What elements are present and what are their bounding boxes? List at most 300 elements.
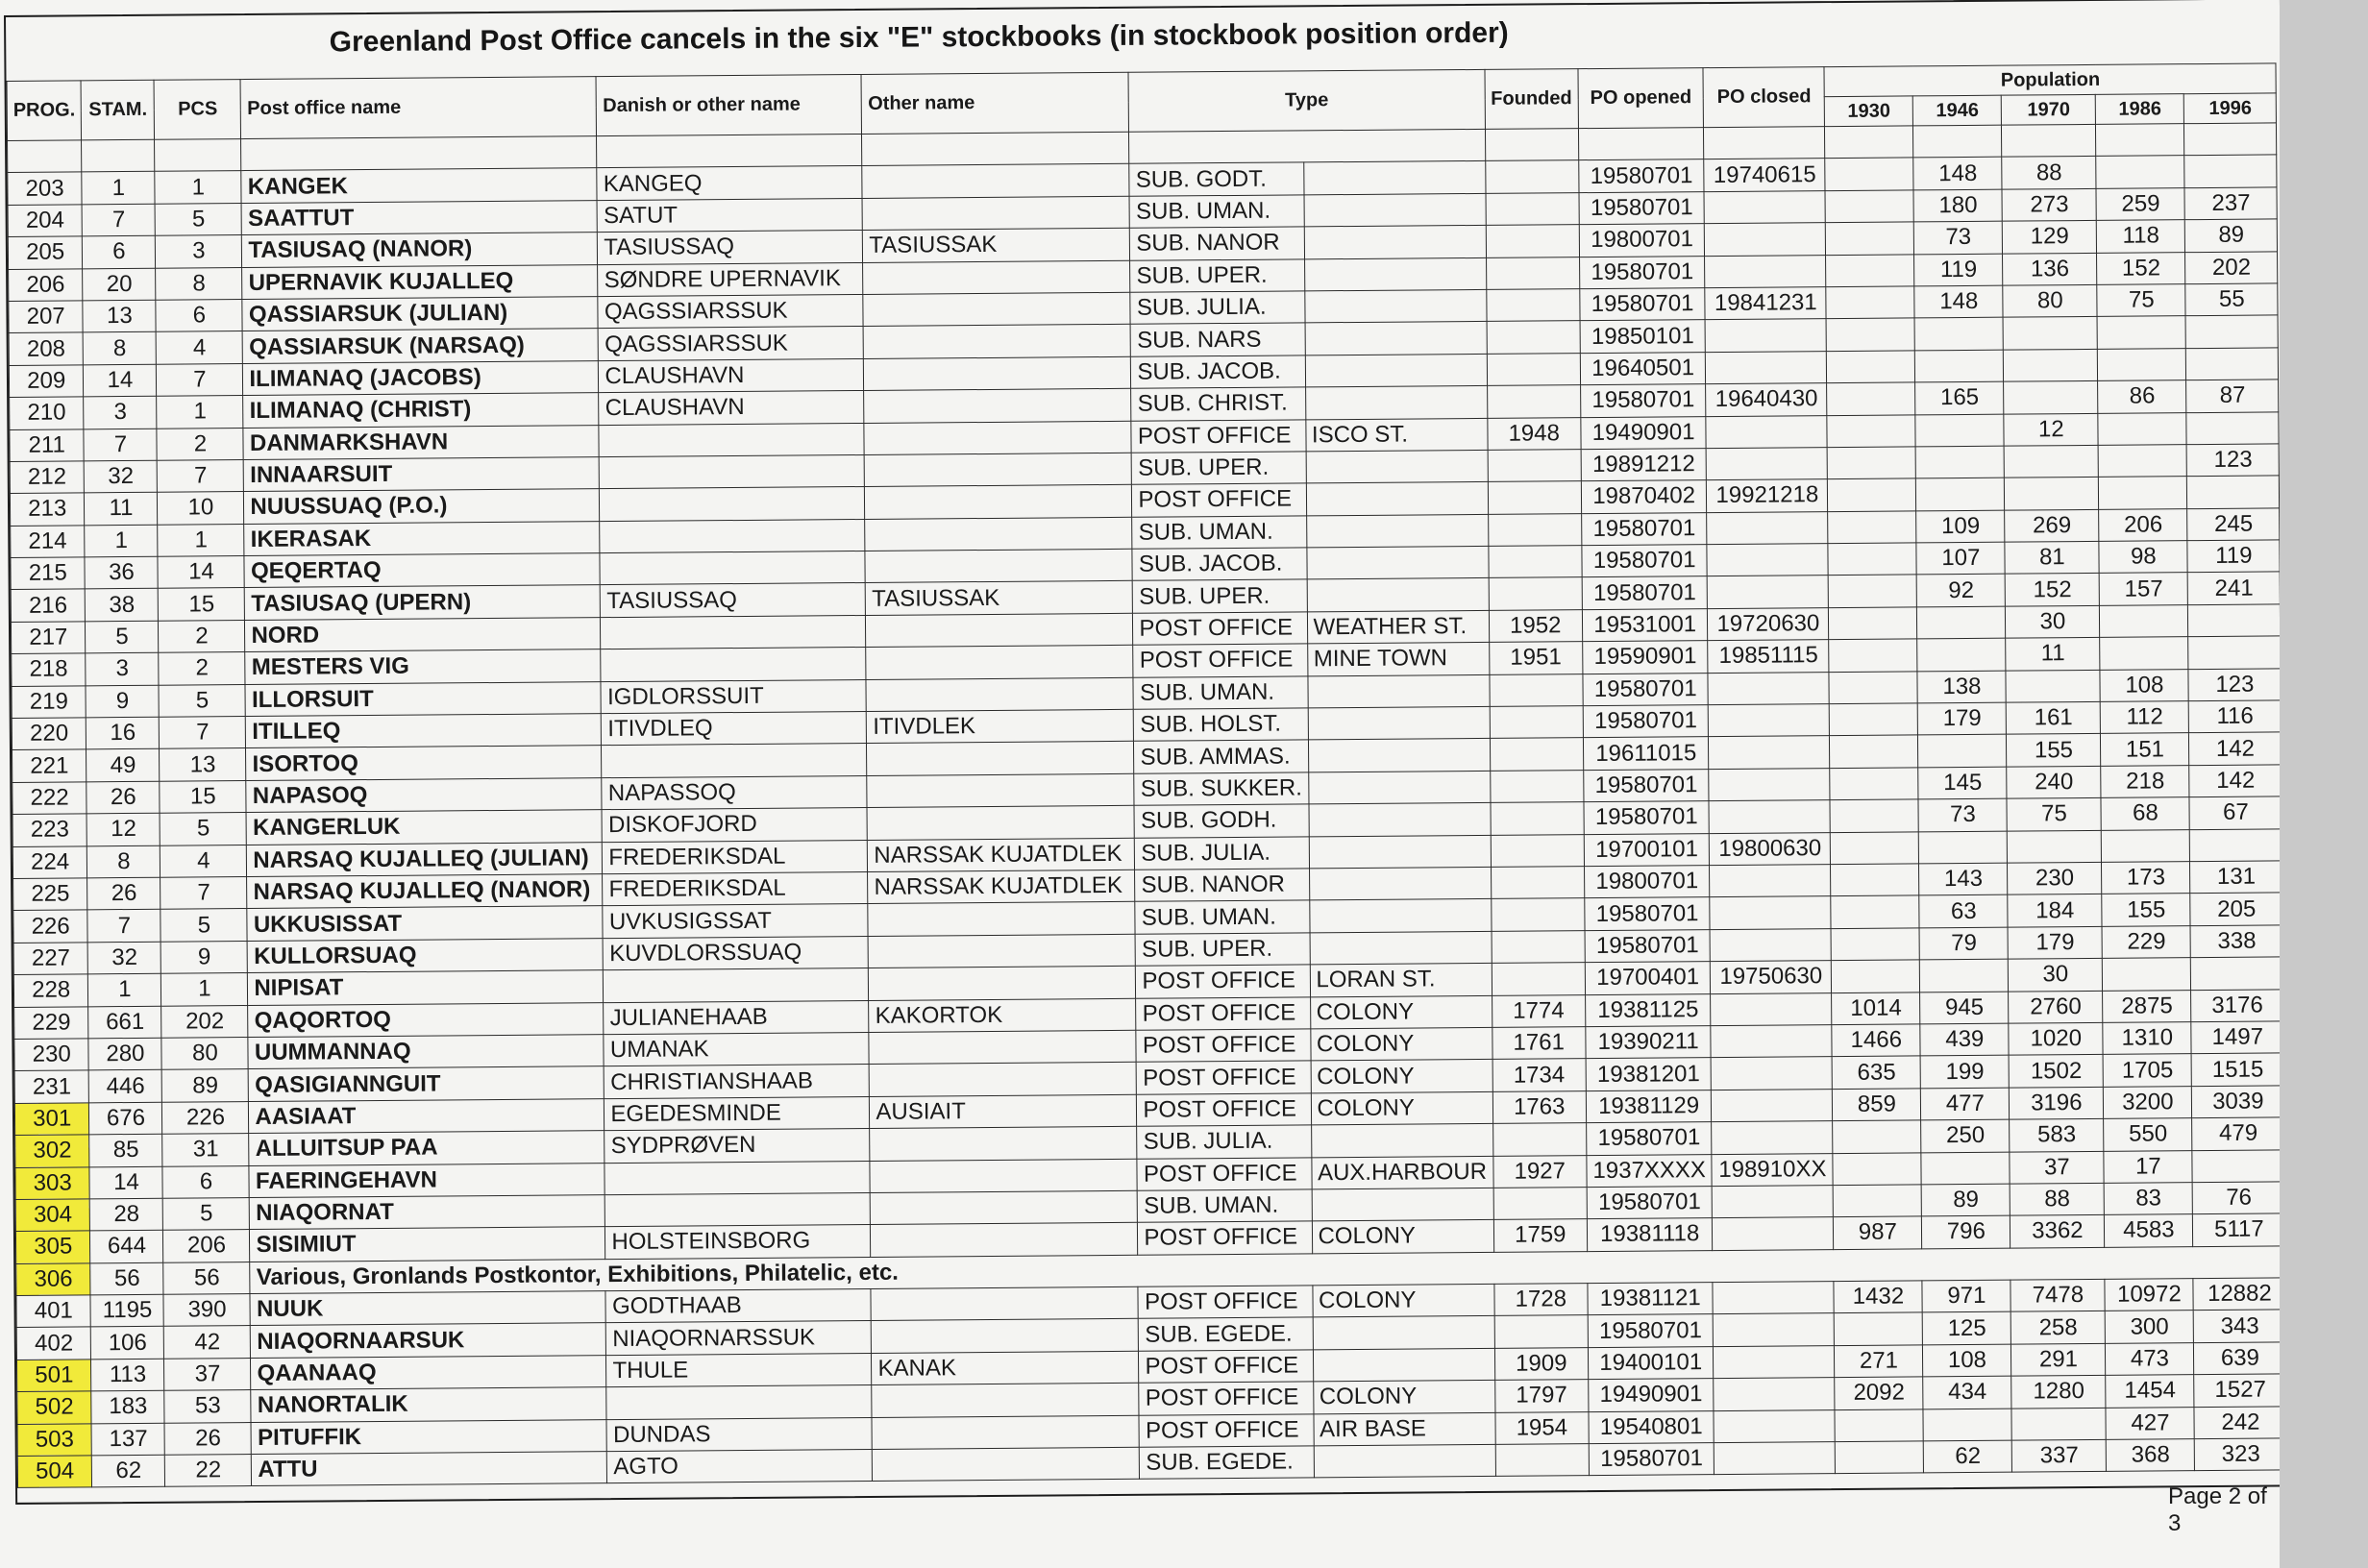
prog-cell: 216 — [11, 589, 86, 622]
pcs-cell: 1 — [155, 171, 241, 204]
closed-cell — [1706, 448, 1827, 480]
pop-1970-cell — [2004, 381, 2098, 414]
opened-cell: 19381121 — [1588, 1283, 1714, 1315]
pop-1970-cell — [2011, 1408, 2106, 1440]
pop-1996-cell: 1497 — [2191, 1021, 2283, 1054]
name-cell: TASIUSAQ (UPERN) — [245, 585, 601, 620]
pop-1946-cell: 92 — [1917, 575, 2006, 607]
closed-cell — [1713, 1217, 1834, 1250]
opened-cell: 19580701 — [1583, 673, 1709, 705]
stam-cell: 56 — [90, 1262, 163, 1295]
danish-cell — [606, 1385, 872, 1420]
type-detail-cell — [1305, 354, 1487, 387]
pop-1946-cell: 439 — [1920, 1023, 2009, 1056]
pop-1986-cell: 1454 — [2106, 1375, 2194, 1408]
danish-cell — [601, 648, 866, 682]
col-1996-header: 1996 — [2184, 93, 2277, 124]
prog-cell: 208 — [9, 332, 84, 365]
col-stam-header: STAM. — [81, 80, 154, 140]
stam-cell: 183 — [91, 1390, 164, 1423]
other-cell — [867, 742, 1134, 776]
opened-cell: 19390211 — [1586, 1026, 1712, 1059]
name-cell: NIPISAT — [248, 970, 604, 1005]
pop-1996-cell — [2190, 829, 2282, 862]
prog-cell: 225 — [13, 878, 88, 911]
stam-cell: 9 — [86, 685, 159, 718]
pop-1970-cell: 269 — [2005, 509, 2099, 542]
type-detail-cell — [1304, 289, 1486, 323]
col-type-header: Type — [1128, 69, 1485, 132]
pcs-cell: 6 — [156, 300, 242, 332]
pop-1970-cell: 30 — [2009, 959, 2103, 992]
prog-cell: 402 — [16, 1327, 91, 1360]
closed-cell — [1709, 704, 1830, 737]
pop-1946-cell: 119 — [1914, 254, 2003, 286]
closed-cell — [1713, 1185, 1834, 1217]
pop-1996-cell: 3039 — [2192, 1086, 2284, 1118]
pop-1930-cell — [1834, 1185, 1922, 1217]
other-cell — [873, 1447, 1140, 1482]
pop-1946-cell: 250 — [1921, 1119, 2010, 1152]
opened-cell: 19381129 — [1586, 1090, 1712, 1122]
type-cell: SUB. GODT. — [1129, 162, 1303, 196]
danish-cell: EGEDESMINDE — [604, 1096, 870, 1131]
pcs-cell: 8 — [156, 267, 242, 300]
pop-1970-cell: 1020 — [2009, 1022, 2103, 1055]
danish-cell: CHRISTIANSHAAB — [604, 1065, 870, 1099]
danish-cell: GODTHAAB — [605, 1289, 871, 1324]
stam-cell: 1 — [88, 973, 161, 1006]
founded-cell — [1491, 802, 1585, 835]
pop-1996-cell — [2186, 411, 2279, 444]
pop-1986-cell: 173 — [2102, 862, 2190, 894]
pop-1970-cell — [2008, 830, 2102, 863]
danish-cell — [604, 968, 869, 1003]
type-detail-cell — [1304, 257, 1486, 291]
other-cell — [865, 453, 1132, 487]
founded-cell — [1492, 930, 1586, 963]
pcs-cell: 7 — [157, 363, 243, 396]
pop-1970-cell — [2004, 445, 2098, 478]
danish-cell — [604, 1161, 870, 1195]
type-detail-cell — [1304, 193, 1486, 227]
stam-cell: 676 — [89, 1102, 162, 1135]
danish-cell — [600, 487, 865, 522]
pop-1930-cell — [1830, 735, 1918, 768]
pop-1996-cell — [2191, 957, 2283, 990]
danish-cell: UMANAK — [604, 1032, 869, 1066]
closed-cell — [1711, 992, 1832, 1025]
closed-cell: 19851115 — [1708, 640, 1829, 673]
pop-1970-cell: 3362 — [2010, 1215, 2105, 1248]
type-cell: POST OFFICE — [1132, 483, 1306, 517]
type-cell: SUB. CHRIST. — [1131, 387, 1305, 421]
prog-cell: 218 — [12, 653, 86, 686]
name-cell: ILIMANAQ (CHRIST) — [243, 393, 599, 428]
danish-cell — [602, 744, 867, 778]
pop-1946-cell — [1915, 446, 2004, 478]
other-cell — [869, 1030, 1136, 1065]
pop-1946-cell: 796 — [1922, 1215, 2010, 1248]
type-detail-cell — [1309, 835, 1491, 869]
name-cell: ILLORSUIT — [245, 681, 601, 716]
prog-cell: 205 — [8, 236, 83, 269]
pcs-cell: 5 — [160, 813, 246, 845]
col-danish-header: Danish or other name — [596, 74, 861, 135]
pop-1970-cell: 184 — [2008, 894, 2102, 927]
other-cell — [867, 805, 1134, 840]
pop-1986-cell: 118 — [2097, 220, 2185, 253]
opened-cell: 19580701 — [1588, 1314, 1714, 1347]
type-cell: POST OFFICE — [1137, 1061, 1311, 1094]
pop-1946-cell: 107 — [1916, 542, 2005, 575]
stam-cell: 85 — [89, 1134, 162, 1166]
pop-1946-cell: 477 — [1921, 1088, 2010, 1120]
prog-cell: 209 — [9, 365, 84, 398]
founded-cell: 1797 — [1494, 1380, 1589, 1412]
type-detail-cell — [1313, 1316, 1494, 1350]
pop-1970-cell: 12 — [2004, 413, 2098, 446]
col-population-header: Population — [1824, 63, 2276, 97]
founded-cell — [1487, 321, 1581, 354]
type-cell: SUB. AMMAS. — [1134, 740, 1308, 773]
opened-cell: 19700401 — [1585, 962, 1711, 994]
danish-cell: CLAUSHAVN — [599, 358, 864, 393]
type-cell: SUB. SUKKER. — [1134, 772, 1308, 806]
pop-1970-cell — [2004, 349, 2098, 381]
col-prog-header: PROG. — [7, 81, 82, 141]
opened-cell: 19490901 — [1581, 416, 1707, 449]
pop-1996-cell: 3176 — [2191, 989, 2283, 1021]
other-cell — [870, 1063, 1137, 1097]
founded-cell — [1489, 674, 1583, 706]
type-detail-cell: COLONY — [1310, 1027, 1492, 1061]
pcs-cell: 5 — [160, 909, 247, 942]
type-cell: SUB. UPER. — [1132, 452, 1306, 485]
pop-1986-cell — [2099, 477, 2187, 509]
stam-cell: 8 — [84, 332, 157, 365]
pop-1996-cell: 202 — [2185, 251, 2278, 283]
stam-cell: 36 — [85, 556, 158, 589]
danish-cell: SYDPRØVEN — [604, 1129, 870, 1164]
closed-cell — [1711, 1025, 1832, 1058]
pop-1986-cell: 2875 — [2103, 990, 2191, 1022]
opened-cell: 19381118 — [1587, 1218, 1713, 1251]
pcs-cell: 1 — [158, 524, 244, 556]
name-cell: QASSIARSUK (JULIAN) — [242, 297, 598, 331]
name-cell: TASIUSAQ (NANOR) — [242, 233, 598, 267]
name-cell: NARSAQ KUJALLEQ (JULIAN) — [247, 842, 603, 876]
prog-cell: 228 — [13, 974, 88, 1007]
closed-cell — [1705, 223, 1826, 256]
name-cell: KANGERLUK — [246, 810, 602, 845]
pop-1986-cell — [2103, 958, 2191, 991]
pop-1996-cell — [2187, 476, 2280, 508]
type-cell: POST OFFICE — [1137, 1093, 1311, 1127]
pop-1946-cell: 199 — [1920, 1055, 2009, 1088]
pop-1946-cell: 138 — [1917, 671, 2006, 703]
type-cell: SUB. UMAN. — [1129, 195, 1303, 229]
pop-1970-cell: 273 — [2002, 188, 2096, 221]
type-cell: POST OFFICE — [1138, 1221, 1312, 1255]
stam-cell: 446 — [89, 1070, 162, 1103]
pop-1986-cell: 98 — [2099, 541, 2187, 574]
pop-1986-cell: 10972 — [2105, 1279, 2193, 1311]
type-detail-cell — [1305, 386, 1487, 420]
stam-cell: 1 — [82, 172, 155, 205]
danish-cell: DUNDAS — [606, 1417, 872, 1452]
founded-cell — [1491, 834, 1585, 867]
pop-1996-cell: 89 — [2185, 219, 2278, 252]
opened-cell: 19580701 — [1585, 929, 1711, 962]
other-cell — [864, 421, 1131, 455]
name-cell: NANORTALIK — [251, 1387, 606, 1422]
opened-cell: 19580701 — [1589, 1443, 1714, 1476]
pop-1946-cell — [1916, 478, 2005, 510]
pop-1986-cell: 157 — [2100, 573, 2188, 605]
pop-1986-cell: 427 — [2106, 1407, 2194, 1439]
closed-cell — [1712, 1121, 1833, 1154]
stam-cell: 3 — [86, 653, 159, 686]
pop-1970-cell: 240 — [2007, 766, 2101, 798]
closed-cell: 19720630 — [1708, 607, 1829, 640]
stam-cell: 106 — [91, 1327, 164, 1360]
danish-cell: SØNDRE UPERNAVIK — [598, 262, 863, 297]
opened-cell: 19580701 — [1582, 512, 1708, 545]
pop-1970-cell: 230 — [2008, 862, 2102, 894]
pop-1970-cell — [2003, 317, 2097, 350]
stam-cell: 3 — [84, 396, 157, 429]
stam-cell: 7 — [87, 910, 160, 943]
closed-cell — [1712, 1089, 1833, 1121]
pcs-cell: 56 — [163, 1262, 250, 1294]
other-cell — [872, 1415, 1139, 1450]
type-detail-cell — [1307, 578, 1489, 612]
pop-1946-cell: 148 — [1914, 285, 2003, 318]
stam-cell: 8 — [87, 845, 160, 878]
pop-1996-cell: 338 — [2190, 925, 2282, 958]
pcs-cell: 80 — [161, 1037, 248, 1069]
danish-cell: TASIUSSAQ — [601, 583, 866, 618]
prog-cell: 223 — [12, 814, 87, 846]
prog-cell: 222 — [12, 782, 87, 815]
type-cell: SUB. NANOR — [1135, 869, 1309, 902]
prog-cell: 305 — [15, 1231, 90, 1263]
stam-cell: 11 — [85, 493, 158, 526]
opened-cell: 19580701 — [1583, 705, 1709, 738]
opened-cell: 19580701 — [1587, 1186, 1713, 1218]
name-cell: ALLUITSUP PAA — [249, 1131, 604, 1165]
founded-cell — [1494, 1315, 1589, 1348]
name-cell: SAATTUT — [241, 200, 597, 234]
prog-cell: 220 — [12, 718, 86, 750]
pcs-cell: 6 — [162, 1165, 249, 1198]
prog-cell: 303 — [15, 1166, 90, 1199]
closed-cell: 19740615 — [1704, 159, 1825, 191]
name-cell: INNAARSUIT — [244, 457, 600, 492]
pcs-cell: 2 — [159, 652, 245, 685]
col-founded-header: Founded — [1485, 69, 1579, 130]
pop-1946-cell: 971 — [1922, 1280, 2010, 1312]
closed-cell — [1714, 1345, 1835, 1378]
pop-1970-cell: 37 — [2010, 1151, 2104, 1184]
pcs-cell: 7 — [160, 717, 246, 749]
name-cell: ITILLEQ — [246, 714, 602, 748]
pop-1970-cell: 7478 — [2010, 1279, 2105, 1311]
pcs-cell: 226 — [162, 1101, 249, 1134]
stam-cell: 26 — [87, 877, 160, 910]
danish-cell: ITIVDLEQ — [602, 712, 867, 747]
pop-1986-cell: 112 — [2101, 701, 2189, 734]
name-cell: QAQORTOQ — [248, 1002, 604, 1037]
danish-cell: KUVDLORSSUAQ — [604, 936, 869, 970]
name-cell: KANGEK — [241, 168, 597, 203]
type-detail-cell — [1304, 226, 1486, 259]
opened-cell: 19580701 — [1582, 576, 1708, 609]
danish-cell — [601, 615, 866, 649]
pop-1986-cell: 108 — [2100, 669, 2188, 701]
danish-cell: KANGEQ — [597, 166, 862, 201]
pop-1996-cell: 639 — [2194, 1342, 2286, 1375]
pop-1986-cell: 473 — [2106, 1342, 2194, 1375]
other-cell — [872, 1319, 1139, 1354]
founded-cell — [1486, 225, 1580, 257]
pop-1986-cell — [2096, 156, 2184, 188]
name-cell: NIAQORNAARSUK — [251, 1323, 606, 1358]
pop-1970-cell: 583 — [2010, 1118, 2104, 1151]
pop-1996-cell: 55 — [2185, 283, 2278, 316]
stam-cell: 7 — [83, 204, 156, 236]
pop-1996-cell — [2192, 1149, 2284, 1182]
founded-cell — [1493, 1187, 1588, 1219]
stam-cell: 32 — [88, 942, 161, 974]
danish-cell — [600, 454, 865, 489]
pop-1996-cell: 116 — [2189, 700, 2282, 733]
pcs-cell: 4 — [157, 331, 243, 364]
pcs-cell: 14 — [158, 556, 244, 589]
type-detail-cell — [1310, 931, 1492, 965]
col-opened-header: PO opened — [1578, 68, 1704, 129]
closed-cell: 19800630 — [1710, 832, 1831, 865]
type-cell: POST OFFICE — [1139, 1382, 1313, 1415]
pop-1930-cell — [1826, 222, 1914, 255]
stam-cell: 6 — [83, 235, 156, 268]
name-cell: ILIMANAQ (JACOBS) — [243, 360, 599, 395]
prog-cell: 226 — [13, 910, 88, 943]
pcs-cell: 202 — [161, 1005, 248, 1038]
pop-1996-cell — [2188, 604, 2281, 637]
closed-cell — [1711, 1057, 1832, 1090]
opened-cell: 19381201 — [1586, 1058, 1712, 1090]
danish-cell: TASIUSSAQ — [598, 231, 863, 265]
danish-cell: FREDERIKSDAL — [603, 871, 868, 906]
pop-1946-cell — [1917, 638, 2006, 671]
name-cell: UUMMANNAQ — [248, 1035, 604, 1069]
founded-cell: 1728 — [1493, 1284, 1588, 1316]
pop-1946-cell: 143 — [1919, 863, 2008, 895]
type-cell: SUB. UMAN. — [1132, 516, 1306, 550]
pop-1930-cell: 987 — [1834, 1216, 1922, 1249]
danish-cell: NIAQORNARSSUK — [606, 1321, 872, 1356]
pop-1930-cell: 859 — [1833, 1089, 1921, 1121]
type-cell: SUB. NARS — [1131, 323, 1305, 356]
opened-cell: 19640501 — [1580, 352, 1706, 384]
closed-cell — [1714, 1313, 1835, 1346]
pop-1986-cell: 368 — [2107, 1439, 2195, 1472]
other-cell — [865, 517, 1132, 551]
pcs-cell: 4 — [160, 845, 247, 877]
type-cell: SUB. EGEDE. — [1139, 1317, 1313, 1351]
pop-1986-cell — [2098, 445, 2186, 478]
prog-cell: 204 — [8, 205, 83, 237]
other-cell — [863, 260, 1130, 295]
danish-cell: THULE — [606, 1353, 872, 1387]
prog-cell: 304 — [15, 1199, 90, 1232]
type-detail-cell: COLONY — [1312, 1220, 1493, 1254]
other-cell: TASIUSSAK — [863, 228, 1130, 262]
danish-cell: SATUT — [597, 198, 862, 233]
type-cell: SUB. JULIA. — [1130, 291, 1304, 325]
opened-cell: 19700101 — [1584, 833, 1710, 866]
stam-cell: 14 — [84, 364, 157, 397]
pop-1996-cell: 241 — [2188, 572, 2281, 604]
pop-1930-cell — [1828, 478, 1916, 511]
pop-1970-cell: 81 — [2005, 541, 2099, 574]
pop-1986-cell: 1310 — [2103, 1022, 2191, 1055]
pcs-cell: 10 — [158, 492, 244, 525]
founded-cell — [1492, 963, 1586, 995]
type-cell: SUB. UMAN. — [1135, 900, 1309, 934]
founded-cell: 1951 — [1489, 642, 1583, 674]
pop-1946-cell: 63 — [1919, 895, 2008, 928]
founded-cell — [1495, 1444, 1590, 1477]
type-detail-cell — [1313, 1348, 1494, 1382]
type-cell: SUB. GODH. — [1134, 804, 1308, 838]
prog-cell: 302 — [15, 1135, 90, 1167]
pop-1996-cell: 1515 — [2191, 1053, 2283, 1086]
other-cell — [867, 773, 1134, 808]
danish-cell — [599, 423, 864, 457]
pcs-cell: 5 — [159, 684, 245, 717]
opened-cell: 19590901 — [1583, 641, 1709, 674]
stam-cell: 38 — [86, 589, 159, 622]
closed-cell — [1706, 415, 1827, 448]
pop-1996-cell: 237 — [2184, 187, 2277, 220]
danish-cell: QAGSSIARSSUK — [599, 327, 864, 361]
pop-1930-cell: 1014 — [1832, 992, 1920, 1024]
pop-1986-cell — [2100, 605, 2188, 638]
pop-1970-cell: 2760 — [2009, 991, 2103, 1023]
opened-cell: 19800701 — [1584, 866, 1710, 898]
other-cell — [870, 1126, 1137, 1161]
type-detail-cell — [1311, 1123, 1492, 1157]
pop-1946-cell — [1914, 318, 2003, 351]
pop-1930-cell — [1826, 318, 1914, 351]
stam-cell: 1195 — [90, 1294, 163, 1327]
founded-cell — [1488, 546, 1582, 578]
closed-cell — [1708, 672, 1829, 704]
founded-cell: 1909 — [1494, 1347, 1589, 1380]
prog-cell: 217 — [11, 622, 86, 654]
pop-1946-cell: 180 — [1913, 189, 2002, 222]
pop-1970-cell: 179 — [2008, 926, 2102, 959]
other-cell: TASIUSSAK — [866, 581, 1133, 616]
pop-1930-cell — [1830, 703, 1918, 736]
pop-1946-cell: 109 — [1916, 510, 2005, 543]
pop-1996-cell: 479 — [2192, 1117, 2284, 1150]
pop-1986-cell: 259 — [2096, 187, 2184, 220]
pop-1930-cell — [1830, 768, 1918, 800]
